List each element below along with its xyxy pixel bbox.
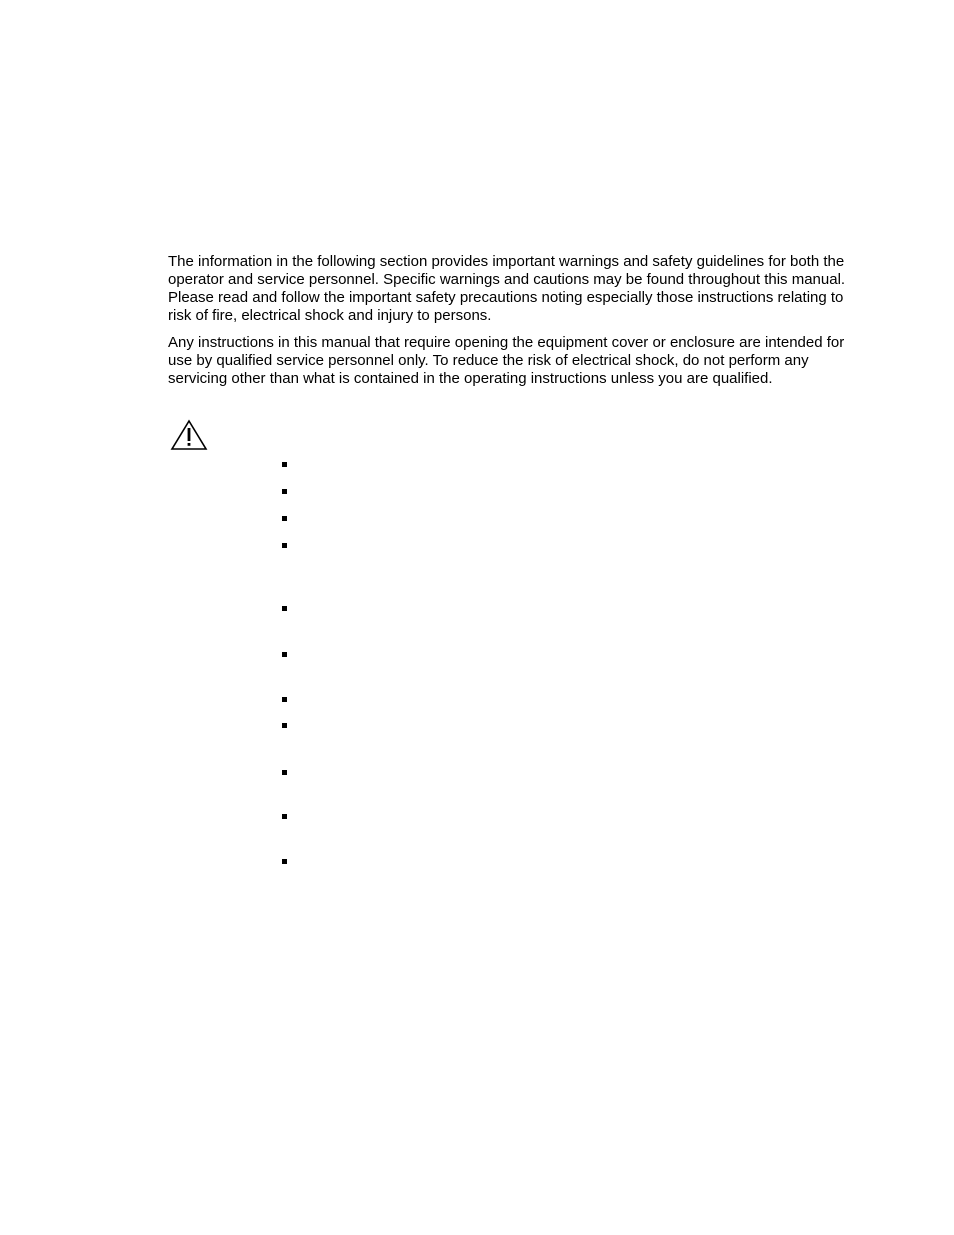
- list-bullet: [282, 462, 287, 467]
- list-bullet: [282, 516, 287, 521]
- list-bullet: [282, 814, 287, 819]
- list-bullet: [282, 489, 287, 494]
- list-bullet: [282, 543, 287, 548]
- list-bullet: [282, 697, 287, 702]
- list-bullet: [282, 859, 287, 864]
- service-paragraph: Any instructions in this manual that require opening the equipment cover or enclosure are intended for use by qualified service personnel only. To reduce the risk of electrical shock, do not perform any servicing other than what is contained in the operating instructions unless you are qualified.: [168, 334, 845, 387]
- list-bullet: [282, 770, 287, 775]
- list-bullet: [282, 652, 287, 657]
- intro-paragraph: The information in the following section provides important warnings and safety guidelines for both the operator and service personnel. Specific warnings and cautions may be found throughout this manual. Please read and follow the important safety precautions noting especially those instructions relating to risk of fire, electrical shock and injury to persons.: [168, 253, 846, 324]
- list-bullet: [282, 723, 287, 728]
- list-bullet: [282, 606, 287, 611]
- warning-triangle-icon: [170, 419, 208, 451]
